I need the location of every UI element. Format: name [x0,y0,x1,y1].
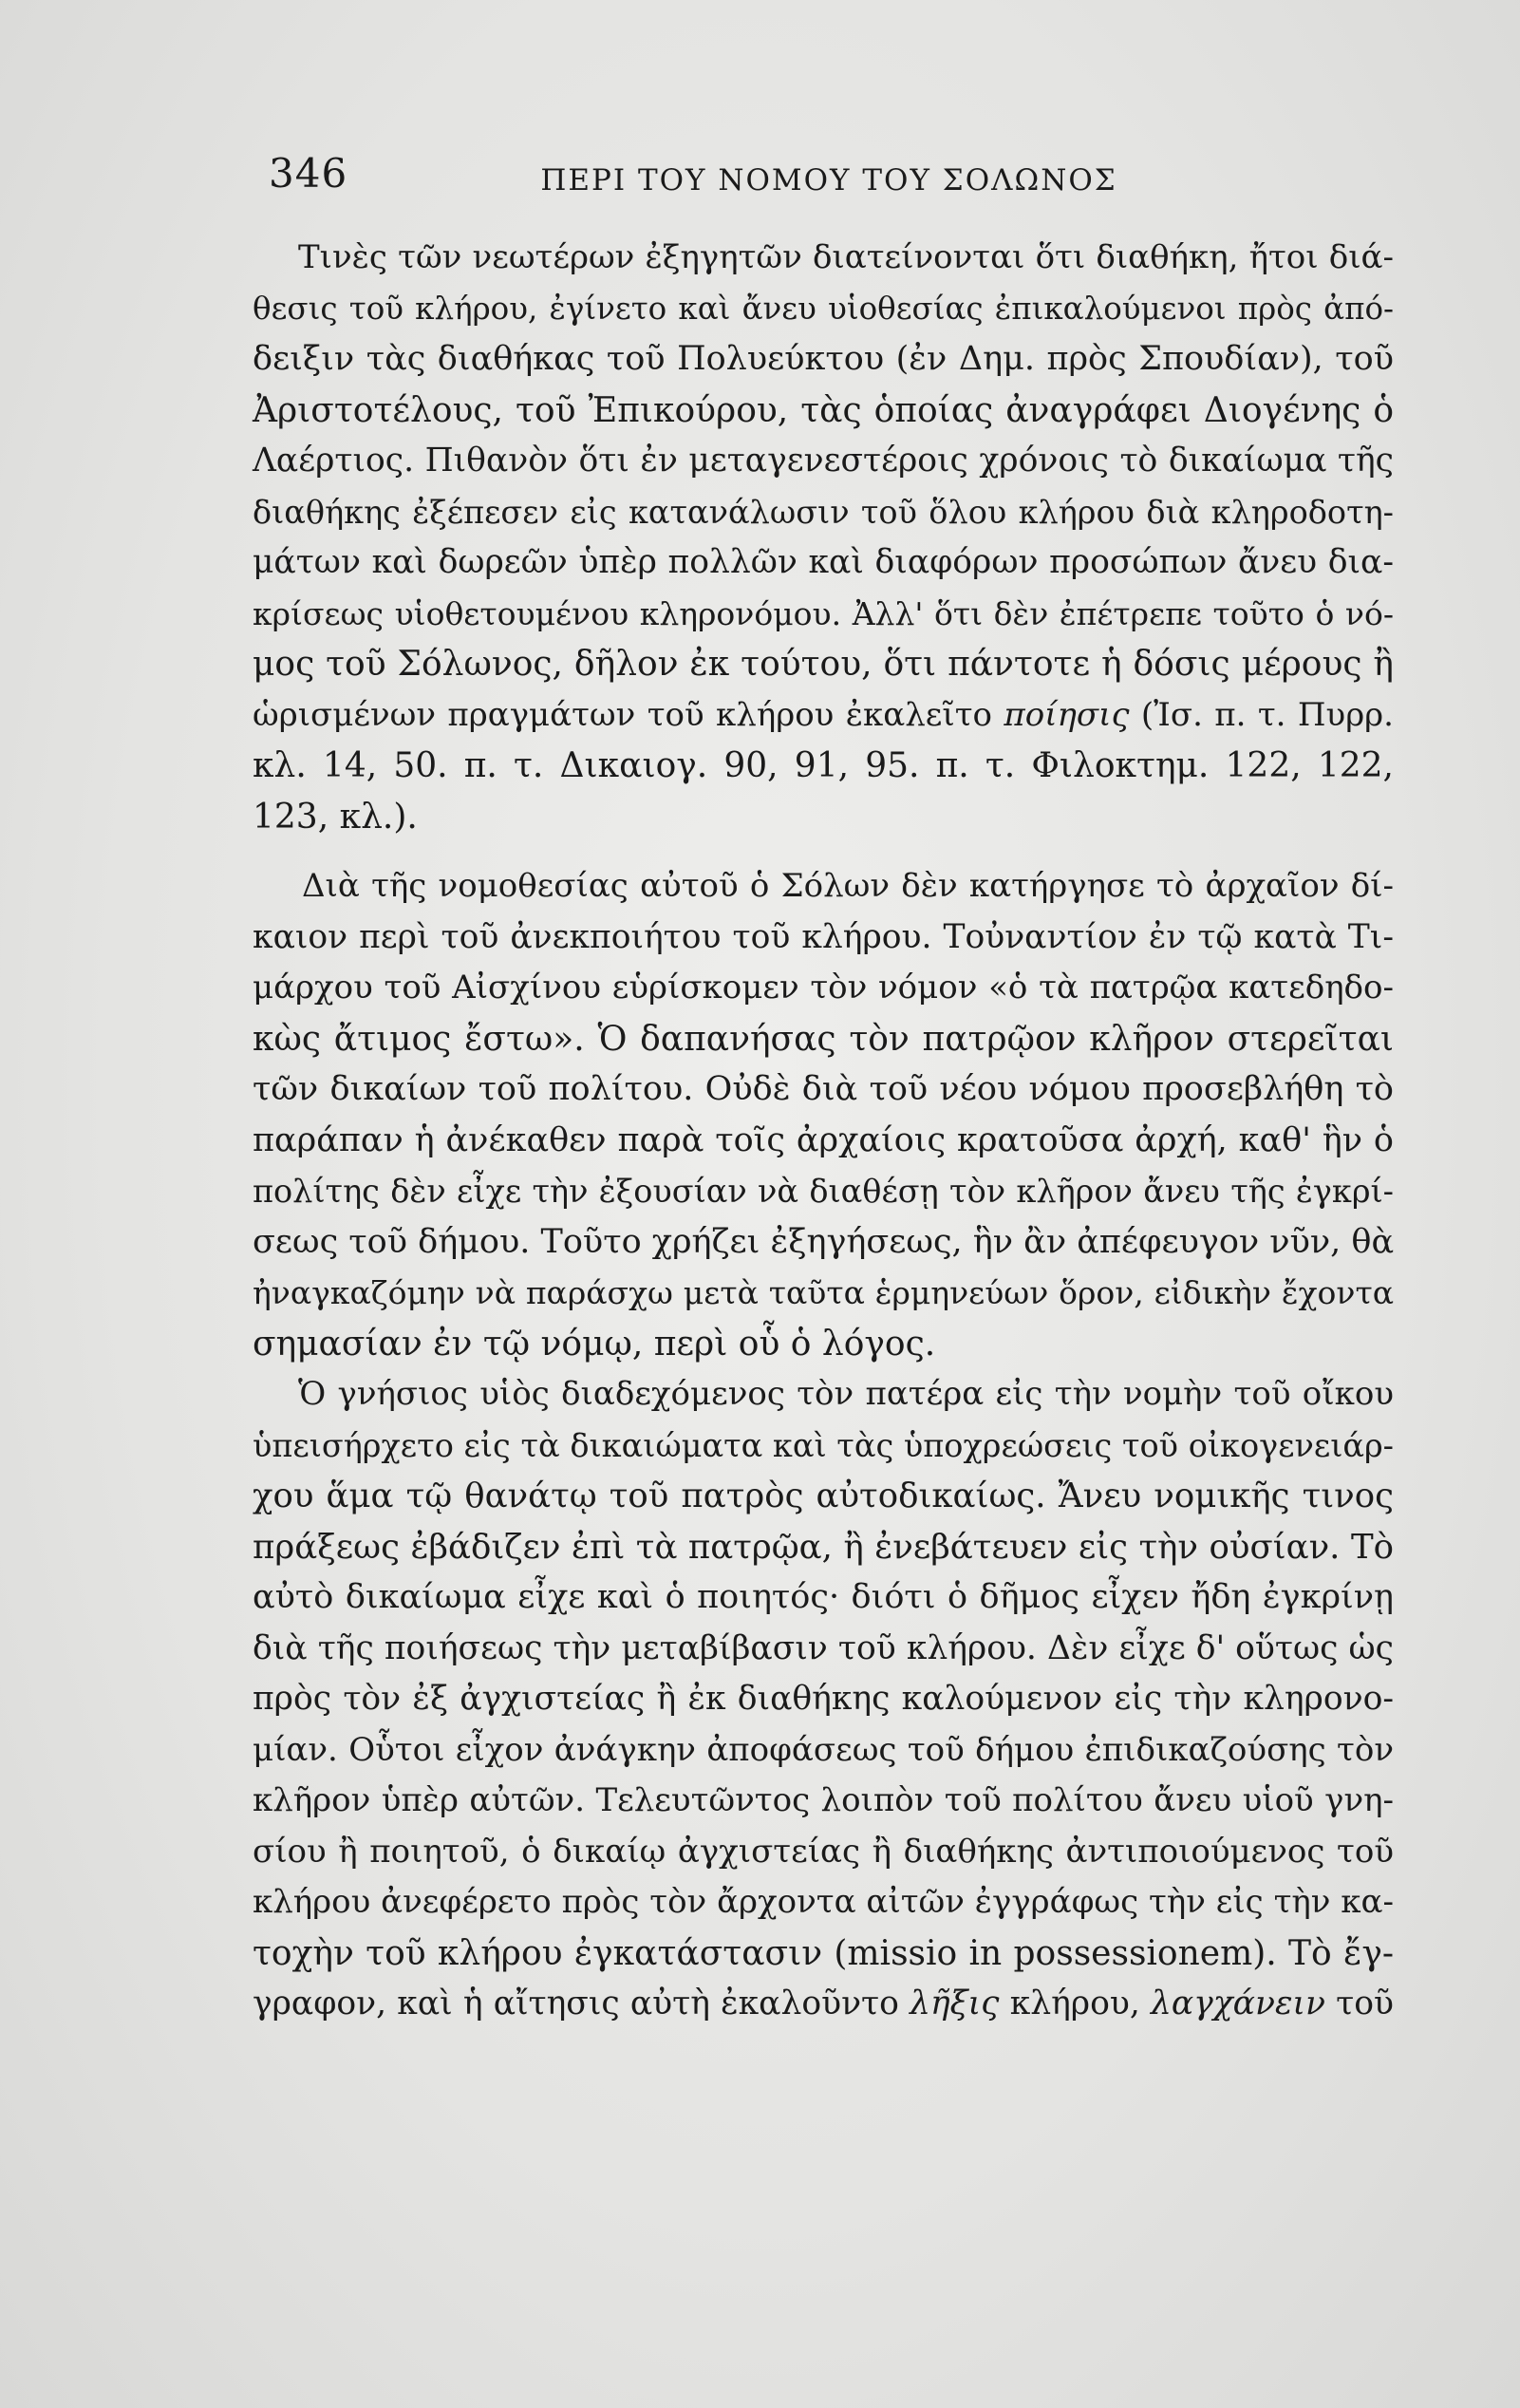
italic-term: λαγχάνειν [1150,1985,1325,2022]
text-line: κλῆρον ὑπὲρ αὐτῶν. Τελευτῶντος λοιπὸν τοῦ πολίτου ἄνευ υἱοῦ γνη- [253,1781,1394,1819]
text-line: διὰ τῆς ποιήσεως τὴν μεταβίβασιν τοῦ κλήρου. Δὲν εἶχε δ' οὕτως ὡς [253,1628,1394,1667]
text-line: αὐτὸ δικαίωμα εἶχε καὶ ὁ ποιητός· διότι ὁ δῆμος εἶχεν ἤδη ἐγκρίνῃ [253,1578,1394,1616]
text-line: Τινὲς τῶν νεωτέρων ἐξηγητῶν διατείνονται ὅτι διαθήκη, ἤτοι διά- [298,238,1394,276]
text-line: μίαν. Οὗτοι εἶχον ἀνάγκην ἀποφάσεως τοῦ δήμου ἐπιδικαζούσης τὸν [253,1730,1394,1769]
text-line: Ὁ γνήσιος υἱὸς διαδεχόμενος τὸν πατέρα εἰς τὴν νομὴν τοῦ οἴκου [298,1375,1394,1413]
text-line: κλ. 14, 50. π. τ. Δικαιογ. 90, 91, 95. π. τ. Φιλοκτημ. 122, 122, [253,746,1394,785]
text-line: σημασίαν ἐν τῷ νόμῳ, περὶ οὗ ὁ λόγος. [253,1324,936,1364]
text-line: παράπαν ἡ ἀνέκαθεν παρὰ τοῖς ἀρχαίοις κρατοῦσα ἀρχή, καθ' ἣν ὁ [253,1120,1394,1159]
italic-term: ποίησις [1004,695,1130,734]
text-line: γραφον, καὶ ἡ αἴτησις αὐτὴ ἐκαλοῦντο λῆξις κλήρου, λαγχάνειν τοῦ [253,1985,1394,2022]
text-line: ἠναγκαζόμην νὰ παράσχω μετὰ ταῦτα ἑρμηνεύων ὅρον, εἰδικὴν ἔχοντα [253,1274,1394,1311]
text-line: μάτων καὶ δωρεῶν ὑπὲρ πολλῶν καὶ διαφόρων προσώπων ἄνευ δια- [253,543,1394,581]
text-line: δειξιν τὰς διαθήκας τοῦ Πολυεύκτου (ἐν Δημ. πρὸς Σπουδίαν), τοῦ [253,340,1394,378]
text-line: 123, κλ.). [253,797,418,837]
text-line: χου ἅμα τῷ θανάτῳ τοῦ πατρὸς αὐτοδικαίως. Ἄνευ νομικῆς τινος [253,1477,1394,1515]
text-line: σίου ἢ ποιητοῦ, ὁ δικαίῳ ἀγχιστείας ἢ διαθήκης ἀντιποιούμενος τοῦ [253,1832,1394,1871]
text-line: πρὸς τὸν ἐξ ἀγχιστείας ἢ ἐκ διαθήκης καλούμενον εἰς τὴν κληρονο- [253,1680,1394,1718]
text-line: κλήρου ἀνεφέρετο πρὸς τὸν ἄρχοντα αἰτῶν ἐγγράφως τὴν εἰς τὴν κα- [253,1883,1394,1921]
text-line: τῶν δικαίων τοῦ πολίτου. Οὐδὲ διὰ τοῦ νέου νόμου προσεβλήθη τὸ [253,1070,1394,1108]
text-line: καιον περὶ τοῦ ἀνεκποιήτου τοῦ κλήρου. Τοὐναντίον ἐν τῷ κατὰ Τι- [253,917,1394,956]
text-line: πράξεως ἐβάδιζεν ἐπὶ τὰ πατρῷα, ἢ ἐνεβάτευεν εἰς τὴν οὐσίαν. Τὸ [253,1527,1394,1567]
text-line: κρίσεως υἱοθετουμένου κληρονόμου. Ἀλλ' ὅτι δὲν ἐπέτρεπε τοῦτο ὁ νό- [253,594,1394,632]
running-head [269,150,1389,207]
text-line: Ἀριστοτέλους, τοῦ Ἐπικούρου, τὰς ὁποίας ἀναγράφει Διογένης ὁ [253,390,1394,430]
text-line: μάρχου τοῦ Αἰσχίνου εὑρίσκομεν τὸν νόμον «ὁ τὰ πατρῷα κατεδηδο- [253,969,1394,1006]
text-line: τοχὴν τοῦ κλήρου ἐγκατάστασιν (missio in possessionem). Τὸ ἔγ- [253,1933,1394,1973]
text-line: πολίτης δὲν εἶχε τὴν ἐξουσίαν νὰ διαθέσῃ τὸν κλῆρον ἄνευ τῆς ἐγκρί- [253,1173,1394,1210]
text-line: Διὰ τῆς νομοθεσίας αὐτοῦ ὁ Σόλων δὲν κατήργησε τὸ ἀρχαῖον δί- [302,867,1394,905]
page-number: 346 [269,150,348,197]
text-line: μος τοῦ Σόλωνος, δῆλον ἐκ τούτου, ὅτι πάντοτε ἡ δόσις μέρους ἢ [253,645,1394,684]
text-line: θεσις τοῦ κλήρου, ἐγίνετο καὶ ἄνευ υἱοθεσίας ἐπικαλούμενοι πρὸς ἀπό- [253,290,1394,327]
text-line: Λαέρτιος. Πιθανὸν ὅτι ἐν μεταγενεστέροις χρόνοις τὸ δικαίωμα τῆς [253,442,1394,480]
running-title: ΠΕΡΙ ΤΟΥ ΝΟΜΟΥ ΤΟΥ ΣΟΛΩΝΟΣ [540,163,1117,198]
text-line: ὡρισμένων πραγμάτων τοῦ κλήρου ἐκαλεῖτο ποίησις (Ἰσ. π. τ. Πυρρ. [253,695,1394,734]
text-line: διαθήκης ἐξέπεσεν εἰς κατανάλωσιν τοῦ ὅλου κλήρου διὰ κληροδοτη- [253,493,1394,531]
italic-term: λῆξις [910,1985,1000,2022]
text-line: ὑπεισήρχετο εἰς τὰ δικαιώματα καὶ τὰς ὑποχρεώσεις τοῦ οἰκογενειάρ- [253,1426,1394,1464]
body-text [253,233,1394,2030]
text-line: κὼς ἄτιμος ἔστω». Ὁ δαπανήσας τὸν πατρῷον κλῆρον στερεῖται [253,1019,1394,1059]
text-line: σεως τοῦ δήμου. Τοῦτο χρήζει ἐξηγήσεως, ἣν ἂν ἀπέφευγον νῦν, θὰ [253,1222,1395,1261]
